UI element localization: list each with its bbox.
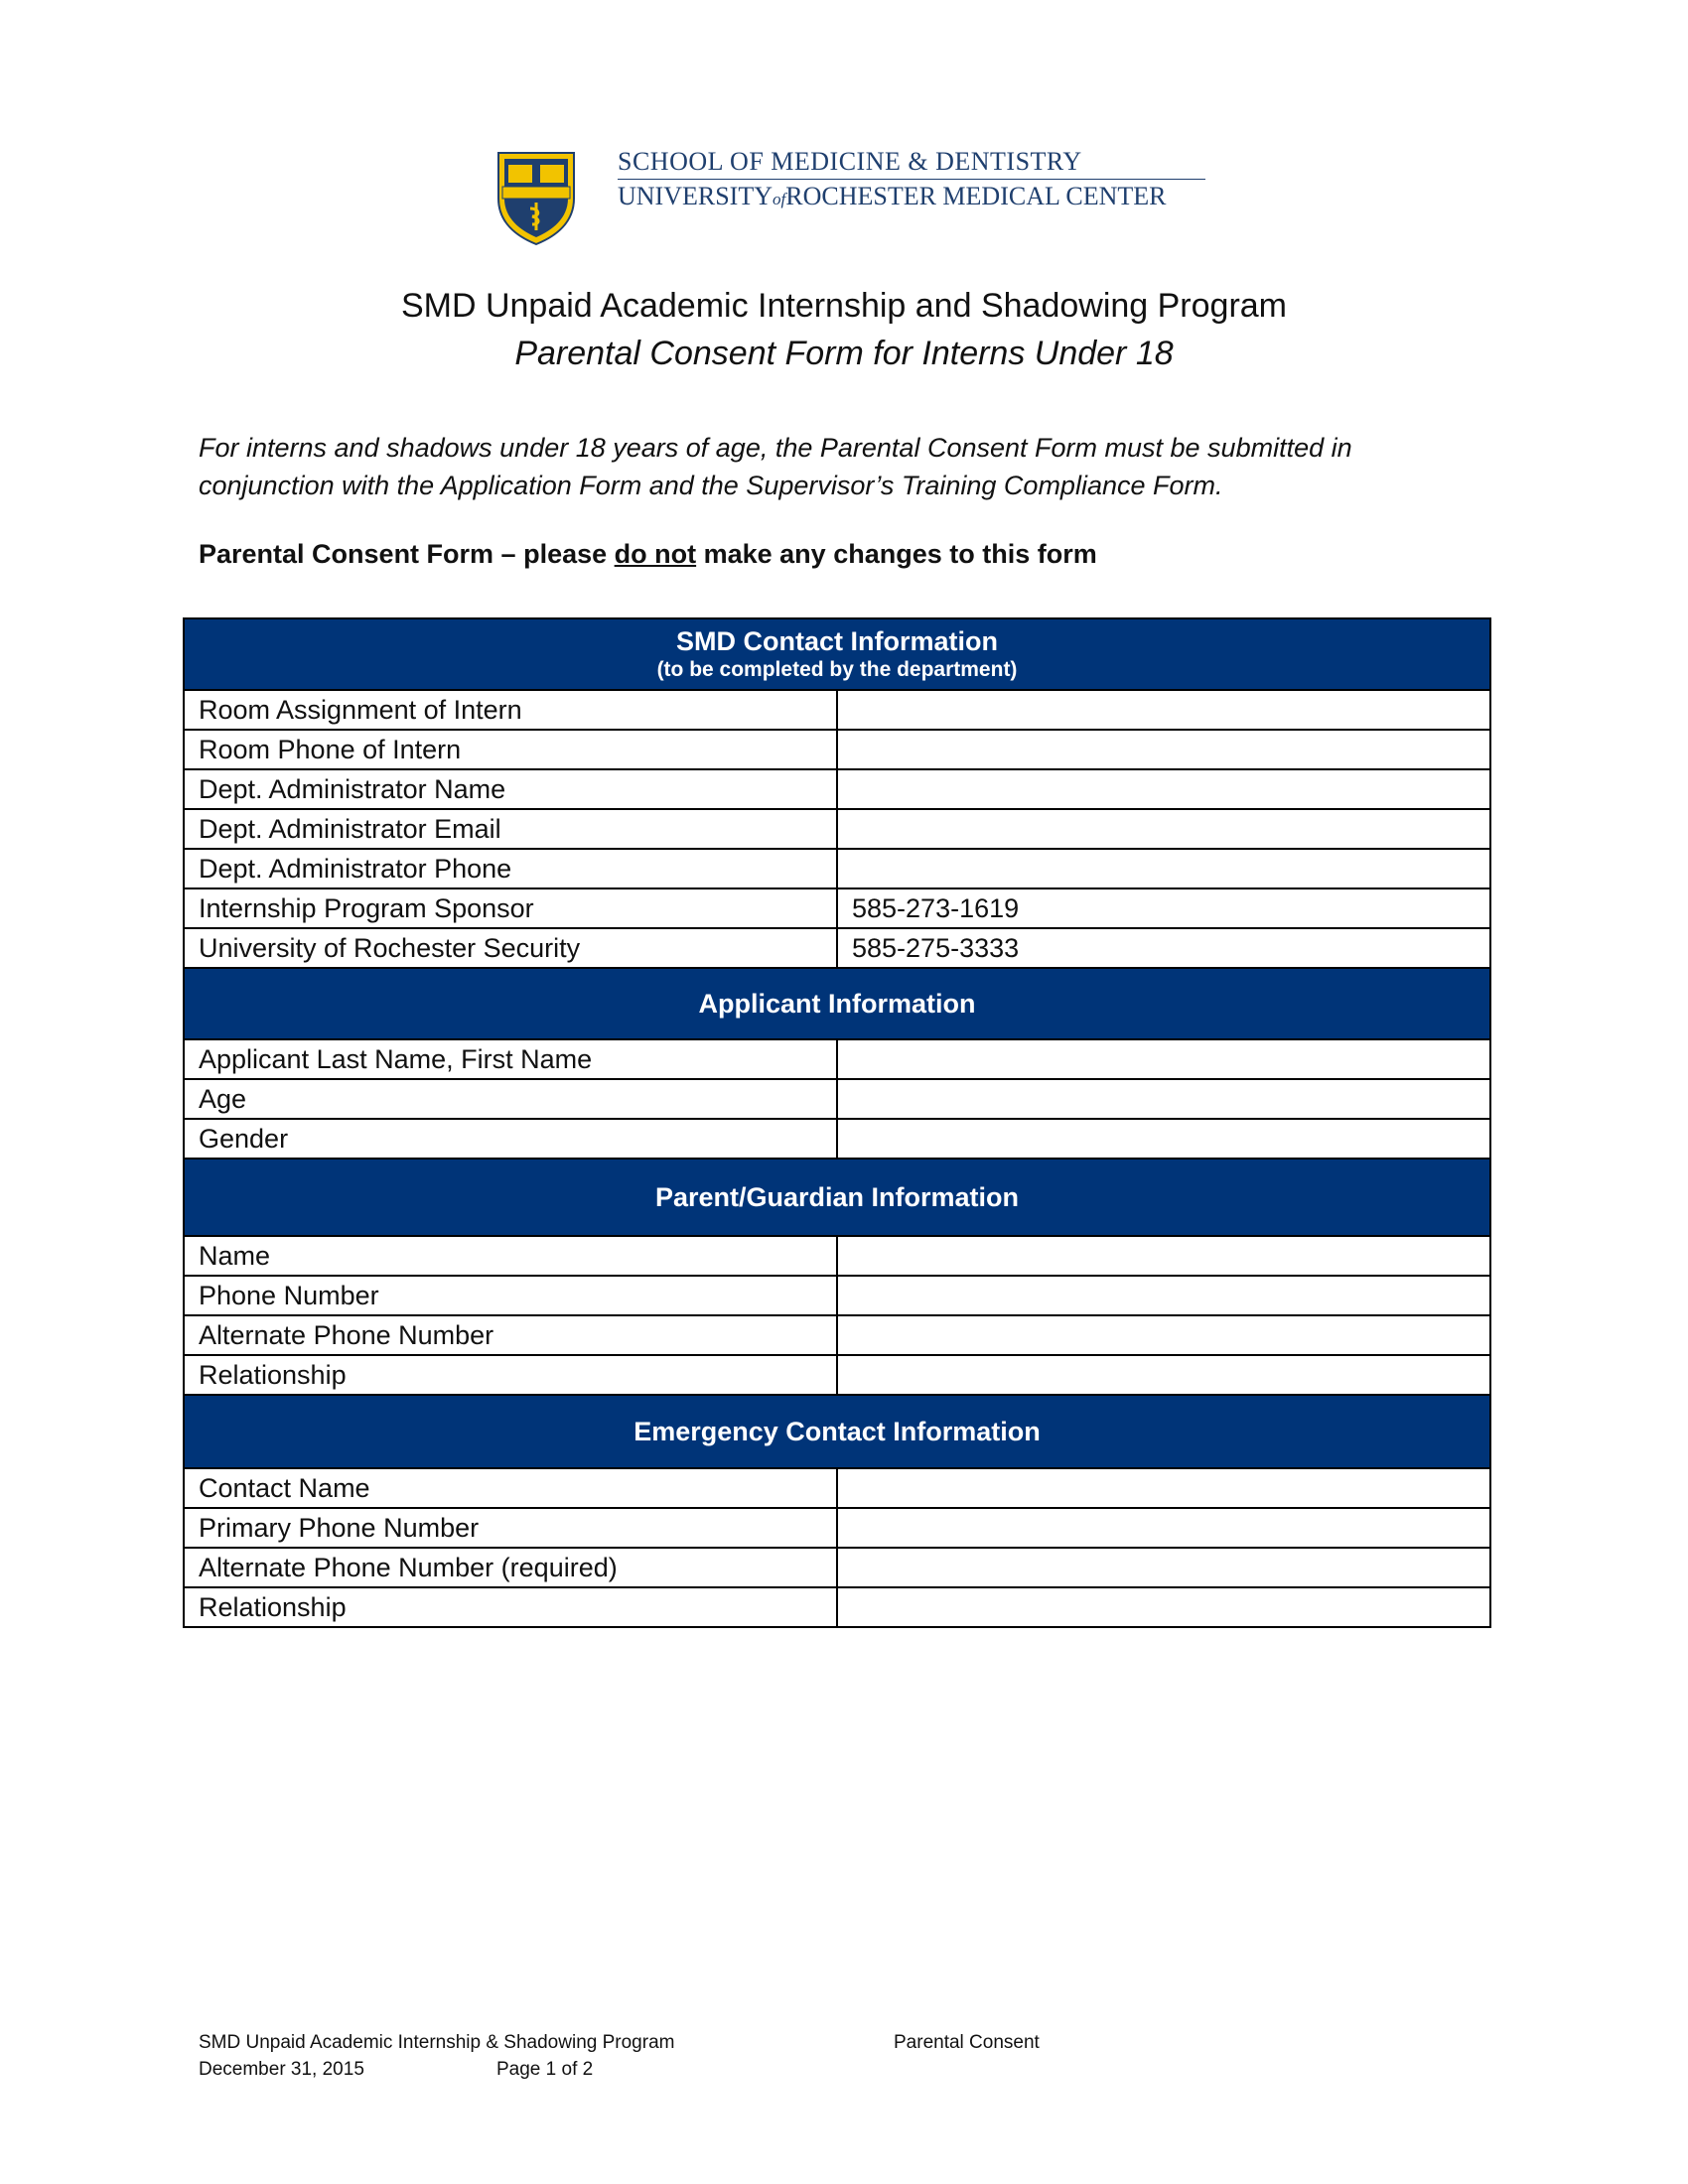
field-value[interactable] [837,1039,1490,1079]
field-label: Gender [184,1119,837,1159]
table-row [184,888,1490,928]
field-label: Applicant Last Name, First Name [184,1039,837,1079]
field-label: Dept. Administrator Phone [184,849,837,888]
field-label: Internship Program Sponsor [184,888,837,928]
page-subtitle: Parental Consent Form for Interns Under 18 [514,335,1174,372]
field-label: Age [184,1079,837,1119]
field-label: Alternate Phone Number [184,1315,837,1355]
field-value[interactable] [837,1508,1490,1548]
field-label: University of Rochester Security [184,928,837,968]
section-heading: SMD Contact Information [676,626,998,656]
table-row [184,1236,1490,1276]
field-value[interactable]: 585-273-1619 [837,888,1490,928]
field-value[interactable] [837,1236,1490,1276]
section-heading: Parent/Guardian Information [654,1182,1020,1212]
field-value[interactable] [837,849,1490,888]
field-label: Primary Phone Number [184,1508,837,1548]
field-label: Phone Number [184,1276,837,1315]
field-value[interactable] [837,690,1490,730]
field-value[interactable] [837,1315,1490,1355]
field-value[interactable] [837,1079,1490,1119]
logo-divider [618,179,1205,180]
table-row [184,1039,1490,1079]
table-row [184,849,1490,888]
logo-university-name: UNIVERSITYofROCHESTER MEDICAL CENTER [618,182,1167,210]
consent-form-table [183,617,1491,1628]
field-value[interactable] [837,769,1490,809]
section-header-emergency [184,1395,1490,1468]
table-row [184,769,1490,809]
field-label: Contact Name [184,1468,837,1508]
form-notice: Parental Consent Form – please do not make any changes to this form [199,539,1097,569]
field-value[interactable] [837,809,1490,849]
field-value[interactable] [837,1119,1490,1159]
section-header-parent [184,1159,1490,1236]
footer-date: December 31, 2015 [199,2059,364,2080]
table-row [184,1355,1490,1395]
field-label: Room Assignment of Intern [184,690,837,730]
table-row [184,690,1490,730]
field-value[interactable]: 585-275-3333 [837,928,1490,968]
logo-school-name: SCHOOL OF MEDICINE & DENTISTRY [618,147,1082,176]
table-row [184,1315,1490,1355]
field-label: Dept. Administrator Email [184,809,837,849]
field-label: Dept. Administrator Name [184,769,837,809]
section-subheading: (to be completed by the department) [656,658,1018,681]
field-label: Room Phone of Intern [184,730,837,769]
table-row [184,1276,1490,1315]
field-label: Relationship [184,1587,837,1627]
table-row [184,730,1490,769]
institution-logo [494,147,1219,246]
table-row [184,1548,1490,1587]
table-row [184,1587,1490,1627]
footer-program: SMD Unpaid Academic Internship & Shadowing Program [199,2032,675,2053]
field-value[interactable] [837,1548,1490,1587]
table-row [184,1468,1490,1508]
table-row [184,809,1490,849]
field-value[interactable] [837,1587,1490,1627]
field-value[interactable] [837,1276,1490,1315]
page-title: SMD Unpaid Academic Internship and Shadowing Program [400,287,1288,325]
section-heading: Applicant Information [698,989,976,1019]
field-value[interactable] [837,730,1490,769]
section-header-smd [184,618,1490,690]
footer-form-name: Parental Consent [894,2032,1040,2053]
field-value[interactable] [837,1355,1490,1395]
university-crest-icon [494,147,578,246]
field-label: Alternate Phone Number (required) [184,1548,837,1587]
table-row [184,928,1490,968]
section-header-applicant [184,968,1490,1039]
table-row [184,1079,1490,1119]
field-label: Name [184,1236,837,1276]
table-row [184,1119,1490,1159]
field-value[interactable] [837,1468,1490,1508]
intro-paragraph: For interns and shadows under 18 years of age, the Parental Consent Form must be submitted in conjunction with the Application Form and the Supervisor’s Training Compliance Form. [199,433,1352,500]
table-row [184,1508,1490,1548]
field-label: Relationship [184,1355,837,1395]
section-heading: Emergency Contact Information [633,1417,1041,1446]
footer-page-number: Page 1 of 2 [496,2059,594,2080]
